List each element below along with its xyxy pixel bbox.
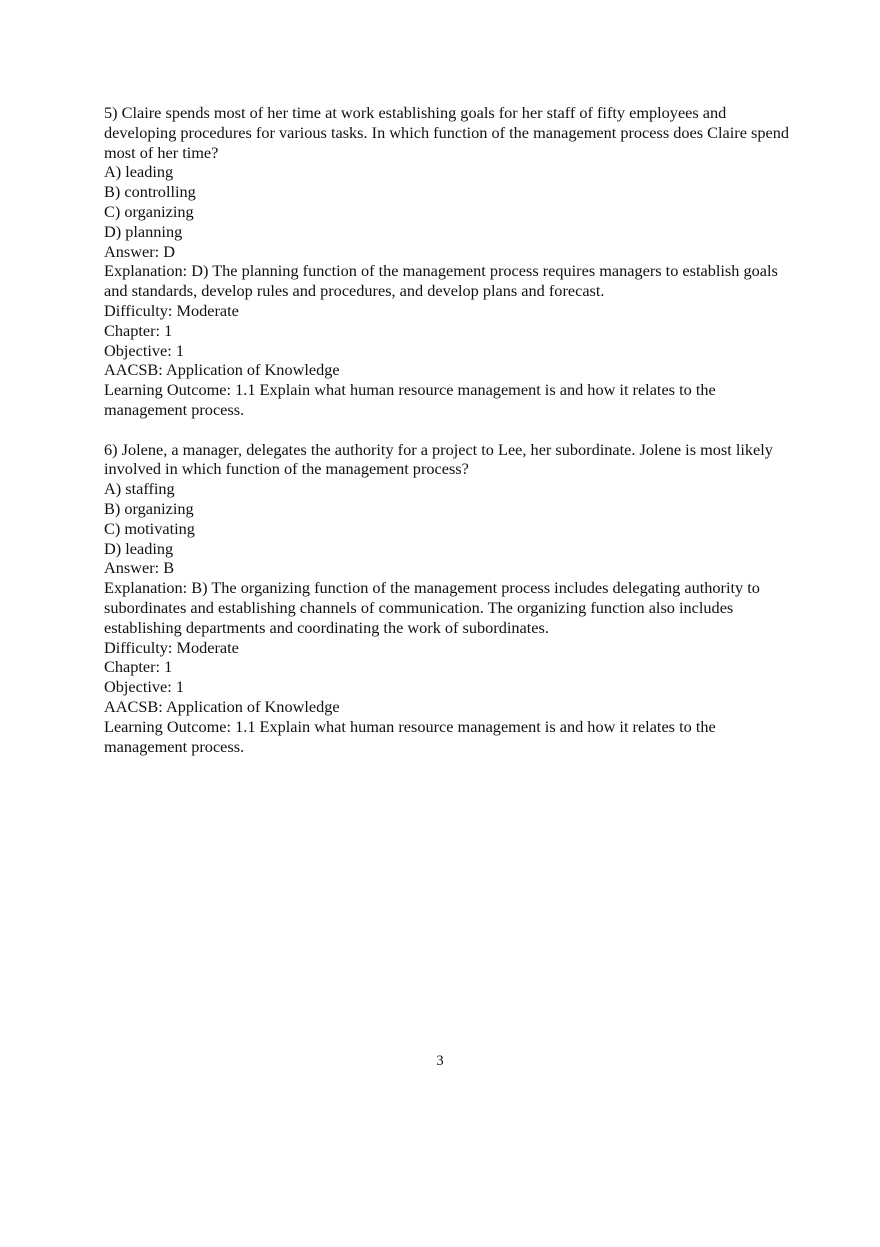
option-a: A) leading bbox=[104, 162, 174, 182]
question-stem: 6) Jolene, a manager, delegates the authority for a project to Lee, her subordinate. Jolene is most likely involved in which function of the management process? bbox=[104, 439, 773, 479]
difficulty-line: Difficulty: Moderate bbox=[104, 637, 239, 657]
learning-outcome-line: Learning Outcome: 1.1 Explain what human resource management is and how it relates to the management process. bbox=[104, 716, 716, 756]
explanation-line: Explanation: D) The planning function of the management process requires managers to establish goals and standards, develop rules and procedures, and develop plans and forecast. bbox=[104, 261, 778, 301]
question-stem: 5) Claire spends most of her time at work establishing goals for her staff of fifty employees and developing procedures for various tasks. In which function of the management process does Claire spend most of her time? bbox=[104, 103, 789, 162]
option-d: D) leading bbox=[104, 538, 174, 558]
difficulty-line: Difficulty: Moderate bbox=[104, 300, 239, 320]
page-content bbox=[104, 103, 794, 756]
page-number: 3 bbox=[436, 1053, 444, 1069]
option-d: D) planning bbox=[104, 221, 183, 241]
option-b: B) controlling bbox=[104, 182, 196, 202]
chapter-line: Chapter: 1 bbox=[104, 657, 173, 677]
option-c: C) motivating bbox=[104, 518, 195, 538]
objective-line: Objective: 1 bbox=[104, 677, 185, 697]
aacsb-line: AACSB: Application of Knowledge bbox=[104, 696, 340, 716]
answer-line: Answer: D bbox=[104, 241, 175, 261]
chapter-line: Chapter: 1 bbox=[104, 320, 173, 340]
explanation-line: Explanation: B) The organizing function of the management process includes delegating authority to subordinates and establishing channels of communication. The organizing function also includes establishing departments and coordinating the work of subordinates. bbox=[104, 578, 760, 637]
question-block-5 bbox=[104, 103, 794, 420]
question-block-6 bbox=[104, 440, 794, 757]
option-b: B) organizing bbox=[104, 498, 194, 518]
aacsb-line: AACSB: Application of Knowledge bbox=[104, 360, 340, 380]
option-a: A) staffing bbox=[104, 479, 175, 499]
answer-line: Answer: B bbox=[104, 558, 175, 578]
option-c: C) organizing bbox=[104, 201, 194, 221]
learning-outcome-line: Learning Outcome: 1.1 Explain what human resource management is and how it relates to the management process. bbox=[104, 380, 716, 419]
objective-line: Objective: 1 bbox=[104, 340, 185, 360]
